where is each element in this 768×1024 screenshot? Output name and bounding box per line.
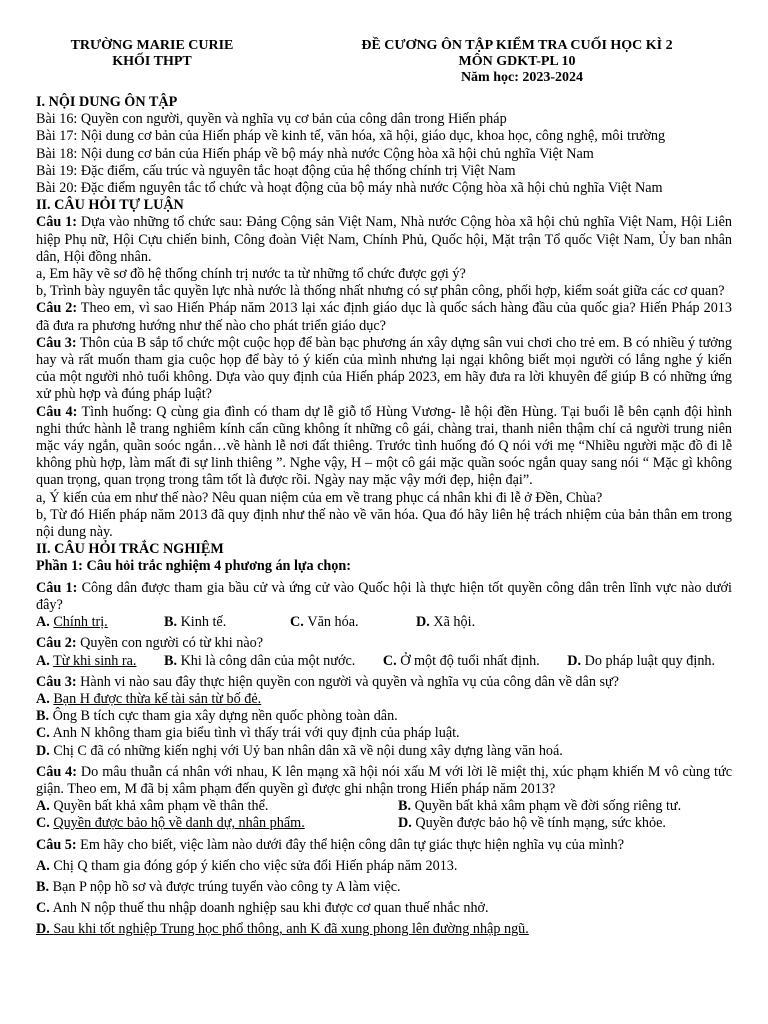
option-a[interactable]: A. Bạn H được thừa kế tài sản từ bố đẻ. [36, 690, 262, 707]
school-name: TRƯỜNG MARIE CURIE [70, 38, 234, 53]
option-a[interactable]: A. Chị Q tham gia đóng góp ý kiến cho việc sửa đổi Hiến pháp năm 2013. [36, 857, 458, 874]
option-d[interactable]: D. Quyền được bảo hộ về tính mạng, sức khỏe. [398, 815, 666, 832]
title-block [302, 38, 732, 86]
mc-options [36, 614, 732, 631]
mc-options [36, 653, 732, 670]
option-c[interactable]: C. Ở một độ tuổi nhất định. [382, 652, 540, 669]
mc-question-1 [36, 580, 732, 614]
option-b[interactable]: B. Bạn P nộp hồ sơ và được trúng tuyển vào công ty A làm việc. [36, 878, 401, 895]
question-label: Câu 1: [36, 579, 78, 596]
school-year: Năm học: 2023-2024 [460, 70, 584, 85]
part-heading: Phần 1: Câu hỏi trắc nghiệm 4 phương án lựa chọn: [36, 558, 351, 575]
question-label: Câu 2: [36, 635, 77, 652]
question-label: Câu 5: [36, 836, 77, 853]
essay-subquestion: a, Em hãy vẽ sơ đồ hệ thống chính trị nước ta từ những tổ chức được gợi ý? [36, 266, 466, 283]
question-text: Quyền con người có từ khi nào? [76, 635, 264, 652]
option-a[interactable]: A. Quyền bất khả xâm phạm về thân thể. [36, 798, 269, 815]
option-b[interactable]: B. Khi là công dân của một nước. [164, 652, 356, 669]
subject-name: MÔN GDKT-PL 10 [458, 54, 576, 69]
question-text: Do mâu thuẫn cá nhân với nhau, K lên mạng xã hội nói xấu M với lời lẽ miệt thị, xúc phạm khiến M vô cùng tức giận. Theo em, M đã bị xâm phạm đến quyền gì được ghi nhận trong Hiến pháp năm 2013? [36, 763, 732, 797]
school-block [36, 38, 262, 86]
lesson-item: Bài 16: Quyền con người, quyền và nghĩa vụ cơ bản của công dân trong Hiến pháp [36, 111, 507, 128]
question-label: Câu 3: [36, 673, 77, 690]
question-label: Câu 4: [36, 763, 77, 780]
option-c[interactable]: C. Quyền được bảo hộ về danh dự, nhân phẩm. [36, 815, 305, 832]
section-heading-multiple-choice: II. CÂU HỎI TRẮC NGHIỆM [36, 541, 224, 558]
mc-options-row [36, 798, 732, 815]
mc-question-3 [36, 674, 732, 691]
option-d[interactable]: D. Sau khi tốt nghiệp Trung học phổ thông, anh K đã xung phong lên đường nhập ngũ. [36, 921, 529, 938]
option-d[interactable]: D. Chị C đã có những kiến nghị với Uỷ ban nhân dân xã về nội dung xây dựng làng văn hoá. [36, 742, 563, 759]
option-c[interactable]: C. Văn hóa. [290, 614, 359, 631]
essay-subquestion: b, Trình bày nguyên tắc quyền lực nhà nước là thống nhất nhưng có sự phân công, phối hợp, kiểm soát giữa các cơ quan? [36, 283, 725, 300]
option-c[interactable]: C. Anh N nộp thuế thu nhập doanh nghiệp sau khi được cơ quan thuế nhắc nhở. [36, 900, 489, 917]
option-a[interactable]: A. Chính trị. [36, 614, 108, 631]
lesson-item: Bài 19: Đặc điểm, cấu trúc và nguyên tắc hoạt động của hệ thống chính trị Việt Nam [36, 162, 516, 179]
question-text: Theo em, vì sao Hiến Pháp năm 2013 lại xác định giáo dục là quốc sách hàng đầu của quốc gia? Hiến Pháp 2013 đã đưa ra phương hướng như thế nào cho phát triển giáo dục? [36, 300, 732, 334]
essay-subquestion: b, Từ đó Hiến pháp năm 2013 đã quy định như thế nào về văn hóa. Qua đó hãy liên hệ trách nhiệm của bản thân em trong nội dung này. [36, 506, 732, 541]
essay-subquestion: a, Ý kiến của em như thế nào? Nêu quan niệm của em về trang phục cá nhân khi đi lễ ở Đền, Chùa? [36, 489, 603, 506]
question-label: Câu 2: [36, 300, 78, 317]
option-d[interactable]: D. Xã hội. [416, 614, 476, 631]
option-d[interactable]: D. Do pháp luật quy định. [567, 652, 716, 669]
mc-question-4 [36, 764, 732, 798]
question-text: Hành vi nào sau đây thực hiện quyền con người và quyền và nghĩa vụ của công dân về dân sự? [76, 673, 619, 690]
question-text: Em hãy cho biết, việc làm nào dưới đây thể hiện công dân tự giác thực hiện nghĩa vụ của mình? [76, 836, 625, 853]
essay-question-2 [36, 300, 732, 334]
question-text: Tình huống: Q cùng gia đình có tham dự lễ giỗ tổ Hùng Vương- lễ hội đền Hùng. Tại buổi lễ bên cạnh đội hình nghi thức hành lễ trang nghiêm kính cẩn cũng không ít những cô gái, chàng trai, thanh niên thậm chí cả người trung niên mặc váy ngắn, quần soóc ngắn…về hành lễ nơi đất thiêng. Trước tình huống đó Q nói với mẹ “Nhiều người mặc đồ đi lễ không phù hợp, làm mất đi sự linh thiêng ”. Nghe vậy, H – một cô gái mặc quần soóc ngắn quay sang nói “ Mặc gì không quan trọng, quan trọng trong tâm tốt là được rồi. Ngày nay mặc vậy mới đẹp, hiện đại”. [36, 403, 732, 489]
question-label: Câu 4: [36, 403, 78, 420]
option-b[interactable]: B. Quyền bất khả xâm phạm về đời sống riêng tư. [398, 798, 682, 815]
question-text: Thôn của B sắp tổ chức một cuộc họp để bàn bạc phương án xây dựng sân vui chơi cho trẻ em. B có nhiều ý tưởng hay và rất muốn tham gia cuộc họp để bày tỏ ý kiến của mình nhưng lại ngại không biết mọi người có lắng nghe ý kiến của một người nhỏ tuổi không. Dựa vào quy định của Hiến pháp 2023, em hãy đưa ra lời khuyên để giúp B có những ứng xử phù hợp và đúng pháp luật? [36, 334, 732, 403]
mc-question-5 [36, 837, 732, 854]
document-title: ĐỀ CƯƠNG ÔN TẬP KIỂM TRA CUỐI HỌC KÌ 2 [361, 38, 673, 53]
essay-question-4 [36, 404, 732, 490]
mc-question-2 [36, 635, 732, 652]
section-heading-essay: II. CÂU HỎI TỰ LUẬN [36, 197, 184, 214]
option-b[interactable]: B. Ông B tích cực tham gia xây dựng nền quốc phòng toàn dân. [36, 708, 398, 725]
option-c[interactable]: C. Anh N không tham gia biểu tình vì thấy trái với quy định của pháp luật. [36, 725, 460, 742]
lesson-item: Bài 20: Đặc điểm nguyên tắc tổ chức và hoạt động của bộ máy nhà nước Cộng hòa xã hội chủ nghĩa Việt Nam [36, 180, 663, 197]
essay-question-1 [36, 214, 732, 266]
essay-question-3 [36, 335, 732, 404]
lesson-item: Bài 18: Nội dung cơ bản của Hiến pháp về bộ máy nhà nước Cộng hòa xã hội chủ nghĩa Việt Nam [36, 145, 594, 162]
school-unit: KHỐI THPT [112, 54, 192, 69]
document-page [36, 38, 732, 939]
option-a[interactable]: A. Từ khi sinh ra. [36, 652, 137, 669]
section-heading-content: I. NỘI DUNG ÔN TẬP [36, 94, 178, 110]
question-text: Công dân được tham gia bầu cử và ứng cử vào Quốc hội là thực hiện tốt quyền công dân trên lĩnh vực nào dưới đây? [36, 579, 732, 613]
question-text: Dựa vào những tổ chức sau: Đảng Cộng sản Việt Nam, Nhà nước Cộng hòa xã hội chủ nghĩa Việt Nam, Hội Liên hiệp Phụ nữ, Hội Cựu chiến binh, Công đoàn Việt Nam, Chính Phủ, Quốc hội, Mặt trận Tổ quốc Việt Nam, Ủy ban nhân dân, Hội đồng nhân. [36, 214, 732, 265]
document-header [36, 38, 732, 86]
question-label: Câu 3: [36, 334, 77, 351]
option-b[interactable]: B. Kinh tế. [164, 614, 227, 631]
question-label: Câu 1: [36, 214, 77, 231]
lesson-item: Bài 17: Nội dung cơ bản của Hiến pháp về kinh tế, văn hóa, xã hội, giáo dục, khoa học, công nghệ, môi trường [36, 128, 666, 145]
mc-options-row [36, 815, 732, 832]
